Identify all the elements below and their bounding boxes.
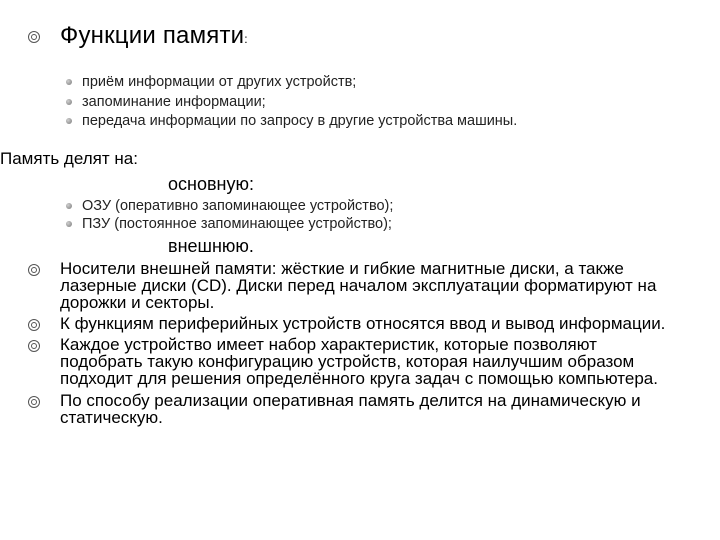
paragraph-line: подобрать такую конфигурацию устройств, которая наилучшим образом — [60, 352, 635, 371]
paragraph-3 — [60, 336, 710, 387]
paragraph-bullet-icon — [28, 264, 40, 276]
paragraph-line: Каждое устройство имеет набор характеристик, которые позволяют — [60, 335, 597, 354]
main-memory-bullet-icon — [66, 221, 72, 227]
paragraph-bullet-icon — [28, 319, 40, 331]
paragraph-bullet-icon — [28, 396, 40, 408]
paragraph-line: К функциям периферийных устройств относятся ввод и вывод информации. — [60, 314, 666, 333]
paragraph-2 — [60, 315, 710, 332]
title-text: Функции памяти — [60, 22, 245, 49]
paragraph-4 — [60, 392, 710, 426]
paragraph-bullet-icon — [28, 340, 40, 352]
paragraph-line: статическую. — [60, 408, 163, 427]
main-memory-item: ПЗУ (постоянное запоминающее устройство); — [82, 216, 392, 232]
title-bullet-icon — [28, 31, 40, 43]
paragraph-line: подходит для решения определённого круга задач с помощью компьютера. — [60, 369, 658, 388]
function-item: приём информации от других устройств; — [82, 74, 357, 90]
page-title — [60, 22, 248, 50]
main-memory-heading: основную: — [168, 174, 254, 194]
paragraph-line: По способу реализации оперативная память делится на динамическую и — [60, 391, 641, 410]
paragraph-line: лазерные диски (CD). Диски перед началом эксплуатации форматируют на — [60, 276, 657, 295]
function-bullet-icon — [66, 118, 72, 124]
main-memory-bullet-icon — [66, 203, 72, 209]
function-bullet-icon — [66, 79, 72, 85]
function-bullet-icon — [66, 99, 72, 105]
external-memory-heading: внешнюю. — [168, 236, 254, 256]
division-label: Память делят на: — [0, 149, 138, 168]
function-item: запоминание информации; — [82, 94, 266, 110]
title-colon: : — [244, 32, 248, 46]
paragraph-1 — [60, 260, 710, 311]
function-item: передача информации по запросу в другие устройства машины. — [82, 113, 518, 129]
paragraph-line: Носители внешней памяти: жёсткие и гибкие магнитные диски, а также — [60, 259, 624, 278]
main-memory-item: ОЗУ (оперативно запоминающее устройство); — [82, 198, 394, 214]
paragraph-line: дорожки и секторы. — [60, 293, 215, 312]
